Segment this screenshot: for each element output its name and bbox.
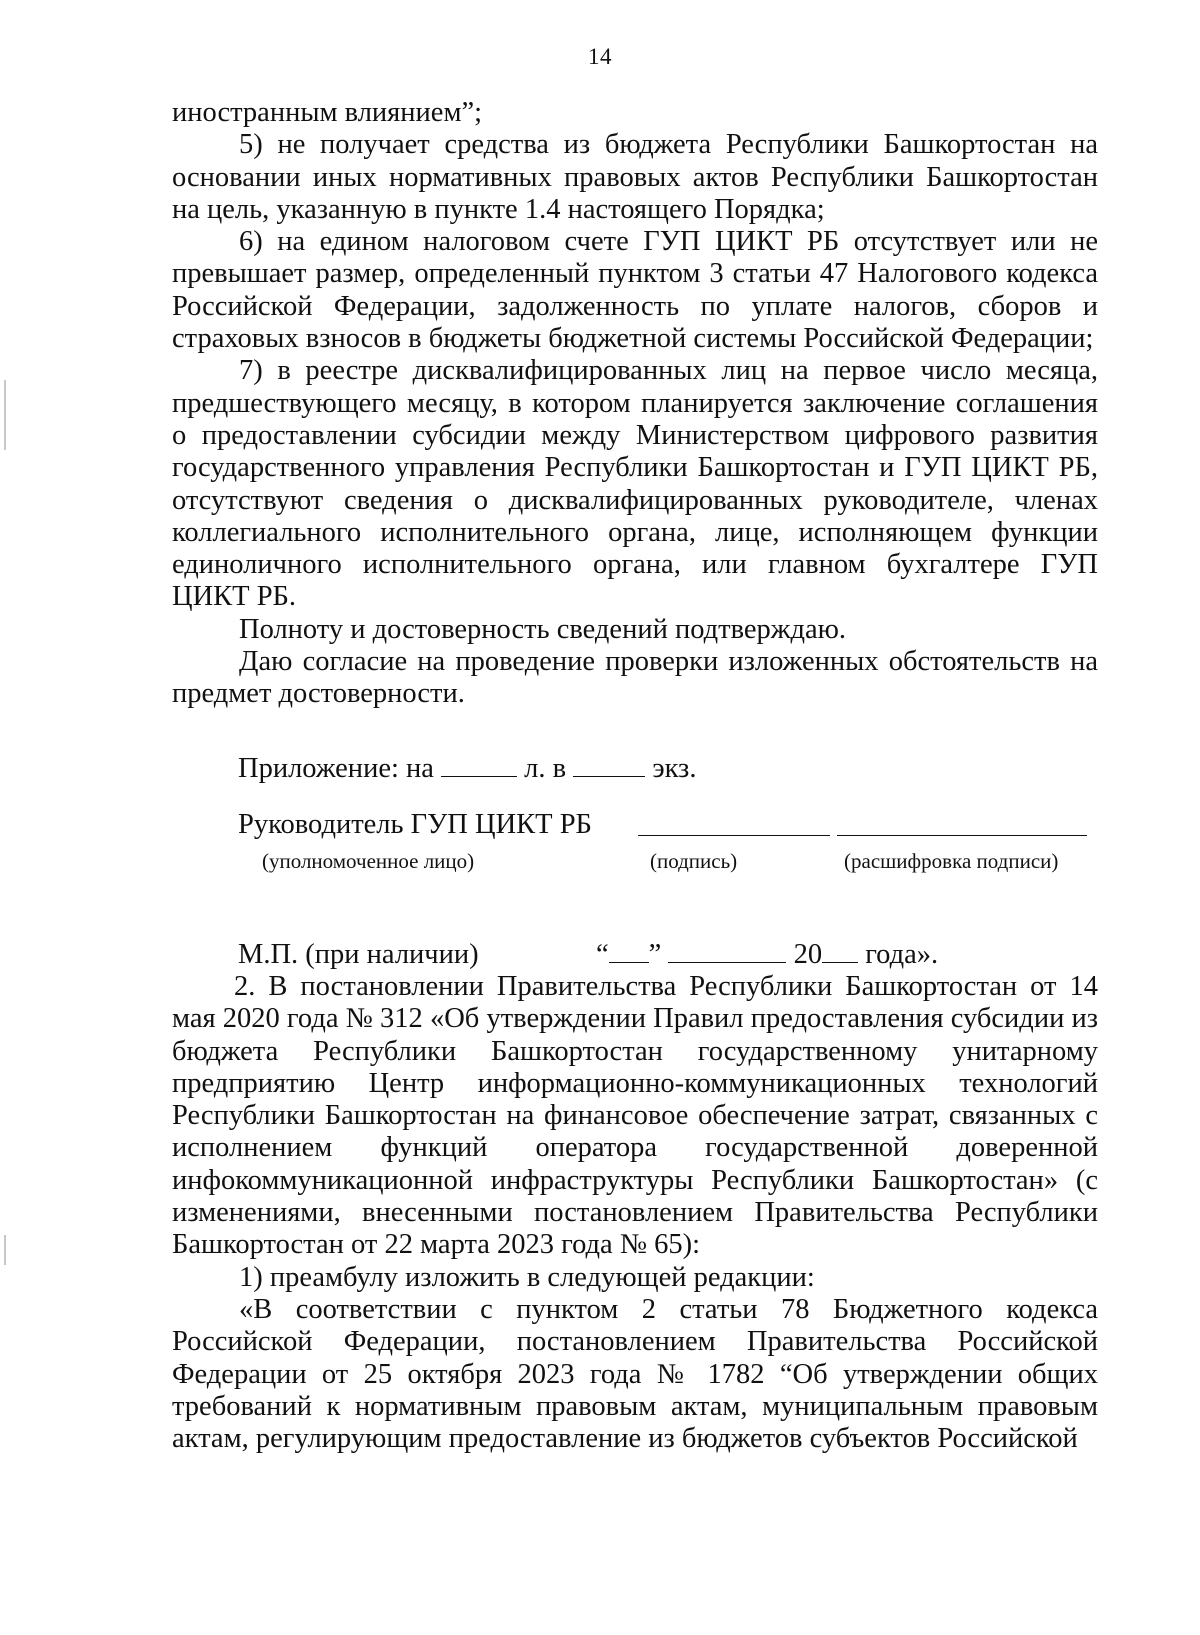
paragraph-item-6: 6) на едином налоговом счете ГУП ЦИКТ РБ отсутствует или не превышает размер, определенный пунктом 3 статьи 47 Налогового кодекса Российской Федерации, задолженность по уплате налогов, сборов и страховых взносов в бюджеты бюджетной системы Российской Федерации; xyxy=(172,226,1098,355)
signature-decoding-blank xyxy=(837,813,1087,836)
preamble-quote: «В соответствии с пунктом 2 статьи 78 Бюджетного кодекса Российской Федерации, постановлением Правительства Российской Федерации от 25 октября 2023 года № 1782 “Об утверждении общих требований к нормативным правовым актам, муниципальным правовым актам, регулирующим предоставление из бюджетов субъектов Российской xyxy=(172,1293,1098,1455)
caption-authorized-person: (уполномоченное лицо) xyxy=(262,848,475,873)
month-blank xyxy=(668,940,786,963)
signatory-role: Руководитель ГУП ЦИКТ РБ xyxy=(238,808,592,840)
stamp-date-line xyxy=(172,939,1098,971)
stamp-label: М.П. (при наличии) xyxy=(238,938,479,970)
paragraph-item-5: 5) не получает средства из бюджета Республики Башкортостан на основании иных нормативных правовых актов Республики Башкортостан на цель, указанную в пункте 1.4 настоящего Порядка; xyxy=(172,129,1098,225)
signature-block xyxy=(172,803,1098,883)
year-prefix: 20 xyxy=(793,938,823,970)
year-blank xyxy=(822,940,858,963)
quote-close: ” xyxy=(648,938,662,970)
attachment-copies-blank xyxy=(573,754,645,777)
date-field xyxy=(596,939,938,971)
caption-signature-decoding: (расшифровка подписи) xyxy=(844,848,1059,873)
attachment-prefix: Приложение: на xyxy=(238,752,434,784)
paragraph-item-7: 7) в реестре дисквалифицированных лиц на первое число месяца, предшествующего месяцу, в котором планируется заключение соглашения о предоставлении субсидии между Министерством цифрового развития государственного управления Республики Башкортостан и ГУП ЦИКТ РБ, отсутствуют сведения о дисквалифицированных руководителе, членах коллегиального исполнительного органа, лице, исполняющем функции единоличного исполнительного органа, или главном бухгалтере ГУП ЦИКТ РБ. xyxy=(172,355,1098,613)
document-body xyxy=(172,97,1098,1455)
paragraph-consent: Даю согласие на проведение проверки изложенных обстоятельств на предмет достоверности. xyxy=(172,646,1098,710)
section-2-paragraph: 2. В постановлении Правительства Республики Башкортостан от 14 мая 2020 года № 312 «Об утверждении Правил предоставления субсидии из бюджета Республики Башкортостан государственному унитарному предприятию Центр информационно-коммуникационных технологий Республики Башкортостан на финансовое обеспечение затрат, связанных с исполнением функций оператора государственной доверенной инфокоммуникационной инфраструктуры Республики Башкортостан» (с изменениями, внесенными постановлением Правительства Республики Башкортостан от 22 марта 2023 года № 65): xyxy=(172,970,1098,1261)
caption-signature: (подпись) xyxy=(650,848,738,873)
scan-edge-mark-top xyxy=(4,380,6,450)
scan-edge-mark-bottom xyxy=(4,1235,6,1265)
page-number: 14 xyxy=(588,44,612,69)
quote-open: “ xyxy=(596,938,609,970)
day-blank xyxy=(609,940,649,963)
attachment-middle: л. в xyxy=(524,752,567,784)
attachment-line xyxy=(172,753,1098,785)
year-suffix: года». xyxy=(865,938,939,970)
paragraph-confirmation: Полноту и достоверность сведений подтверждаю. xyxy=(239,613,847,645)
attachment-sheets-blank xyxy=(441,754,517,777)
signature-blank xyxy=(638,813,830,836)
attachment-suffix: экз. xyxy=(652,752,697,784)
paragraph-continuation: иностранным влиянием”; xyxy=(172,97,483,128)
section-2-item-1: 1) преамбулу изложить в следующей редакции: xyxy=(239,1261,815,1293)
